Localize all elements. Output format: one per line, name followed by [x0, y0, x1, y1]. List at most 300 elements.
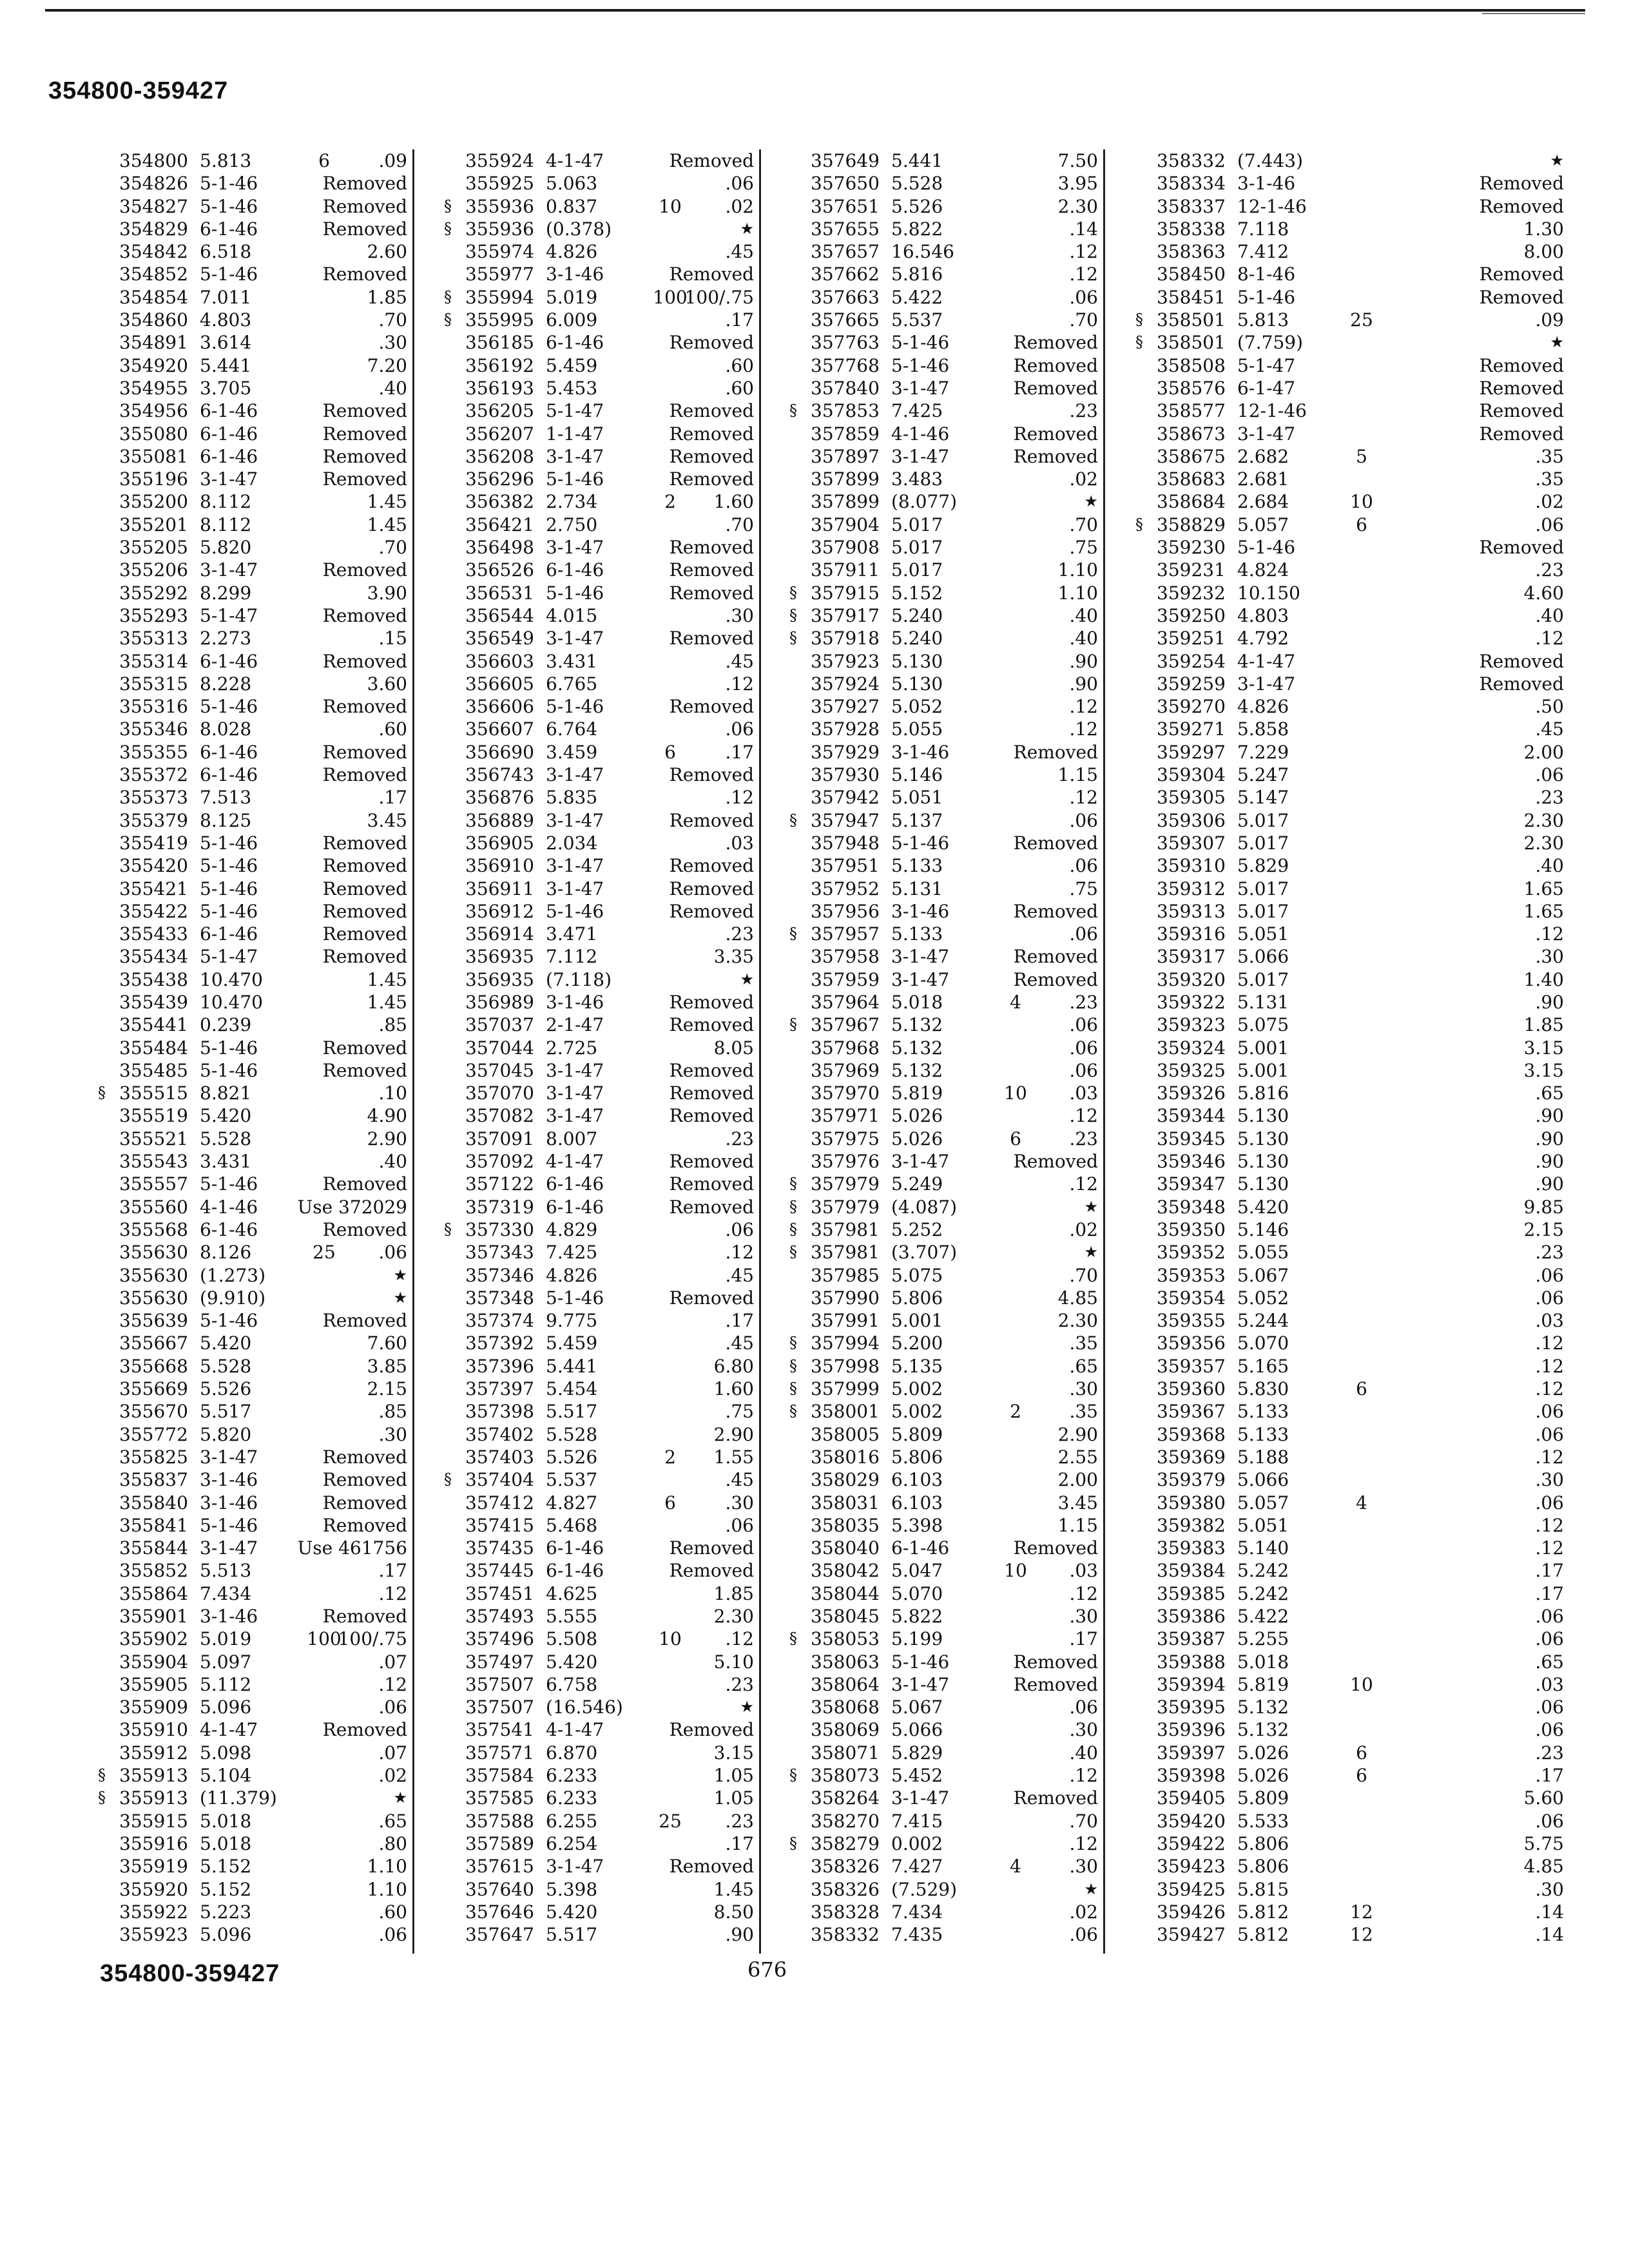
value: 5.096 [200, 1696, 252, 1718]
amount: Removed [1013, 1151, 1098, 1173]
table-row [465, 991, 759, 1014]
patent-number: 355910 [119, 1719, 188, 1741]
table-row [811, 309, 1103, 331]
value: 3-1-47 [546, 764, 604, 786]
amount: .35 [1535, 445, 1564, 467]
table-row [811, 786, 1103, 809]
table-row [1157, 195, 1569, 218]
table-row [1157, 263, 1569, 285]
table-row [1157, 1287, 1569, 1309]
amount: Removed [322, 1218, 407, 1240]
patent-number: 358326 [811, 1856, 880, 1878]
section-mark: § [789, 925, 797, 943]
patent-number: 355484 [119, 1037, 188, 1059]
amount: Removed [322, 1719, 407, 1741]
patent-number: 357904 [811, 514, 880, 535]
value: 2.725 [546, 1037, 598, 1059]
patent-number: 358675 [1157, 445, 1226, 467]
patent-number: 358045 [811, 1606, 880, 1627]
table-row [811, 1696, 1103, 1718]
patent-number: 357412 [465, 1492, 534, 1514]
amount: .90 [1535, 991, 1564, 1013]
value: 5.002 [891, 1378, 943, 1400]
patent-number: 356607 [465, 718, 534, 740]
table-row [119, 741, 412, 764]
table-row [1157, 923, 1569, 945]
patent-number: 357968 [811, 1037, 880, 1059]
value: 5-1-46 [891, 1651, 950, 1673]
amount: 4.90 [367, 1105, 407, 1127]
table-row [789, 809, 1103, 832]
column-divider [1103, 149, 1105, 1954]
value: 5.104 [200, 1765, 252, 1787]
amount: 5.60 [1523, 1787, 1564, 1809]
table-row [1135, 309, 1569, 331]
amount: .06 [1069, 1924, 1098, 1946]
table-row [119, 1810, 412, 1832]
patent-number: 355205 [119, 537, 188, 559]
amount: .14 [1069, 218, 1098, 240]
amount: 1.10 [367, 1856, 407, 1878]
value: 5.130 [1237, 1105, 1289, 1127]
table-row [811, 1059, 1103, 1082]
value: 5.822 [891, 1606, 943, 1627]
table-row [1157, 218, 1569, 240]
table-row [119, 1218, 412, 1241]
patent-number: 357435 [465, 1537, 534, 1559]
table-row [119, 309, 412, 331]
table-row [119, 1014, 412, 1036]
value: 5.816 [891, 264, 943, 285]
amount: .35 [1069, 1401, 1098, 1423]
table-row [465, 764, 759, 786]
amount: .40 [378, 377, 407, 399]
patent-number: 356935 [465, 946, 534, 968]
patent-number: 357929 [811, 741, 880, 763]
amount: .70 [1069, 309, 1098, 331]
section-mark: § [789, 1766, 797, 1785]
table-column-2 [444, 149, 759, 1954]
section-mark: § [1135, 333, 1143, 352]
value: 5-1-46 [200, 696, 258, 718]
patent-number: 357979 [811, 1196, 880, 1218]
table-row [811, 1150, 1103, 1173]
table-row [119, 172, 412, 195]
patent-number: 355196 [119, 468, 188, 490]
amount: Removed [322, 1310, 407, 1332]
patent-number: 358829 [1157, 514, 1226, 535]
value: (3.707) [891, 1242, 958, 1264]
table-row [98, 1787, 412, 1809]
amount: .17 [725, 1832, 754, 1854]
value: 5.017 [1237, 832, 1289, 854]
patent-number: 355924 [465, 150, 534, 171]
amount: .06 [725, 1218, 754, 1240]
amount: .40 [1069, 604, 1098, 626]
table-row [119, 1355, 412, 1378]
value: 6.233 [546, 1765, 598, 1787]
value: 6.009 [546, 309, 598, 331]
amount: Removed [1013, 1673, 1098, 1695]
value: 5-1-46 [200, 900, 258, 922]
section-mark: § [789, 583, 797, 602]
patent-number: 356989 [465, 991, 534, 1013]
amount: .30 [1535, 1878, 1564, 1900]
amount: .06 [1069, 286, 1098, 308]
value: 8.299 [200, 582, 252, 604]
amount: .06 [1069, 1059, 1098, 1081]
amount: Removed [322, 650, 407, 672]
patent-number: 357646 [465, 1901, 534, 1923]
table-row [1157, 968, 1569, 991]
patent-number: 356208 [465, 445, 534, 467]
table-row [119, 582, 412, 604]
patent-number: 355419 [119, 832, 188, 854]
section-mark: § [444, 1220, 452, 1238]
amount: .06 [1069, 1696, 1098, 1718]
patent-number: 357969 [811, 1059, 880, 1081]
table-row [465, 854, 759, 877]
patent-number: 357374 [465, 1310, 534, 1332]
table-row [119, 1582, 412, 1605]
table-row [811, 991, 1103, 1014]
patent-number: 358334 [1157, 173, 1226, 195]
amount: 5.10 [713, 1651, 754, 1673]
table-row [789, 1173, 1103, 1195]
table-row [465, 1446, 759, 1468]
value: 5-1-46 [200, 1310, 258, 1332]
amount: 3.15 [1523, 1037, 1564, 1059]
table-row [1157, 1718, 1569, 1741]
table-row [811, 445, 1103, 468]
value: 3-1-46 [1237, 173, 1296, 195]
amount: 1.65 [1523, 900, 1564, 922]
patent-number: 358501 [1157, 332, 1226, 354]
value: (1.273) [200, 1264, 266, 1286]
value: 4.827 [546, 1492, 598, 1514]
amount: .45 [725, 1469, 754, 1491]
table-row [465, 1514, 759, 1537]
amount: .06 [1535, 1810, 1564, 1832]
table-row [465, 536, 759, 559]
patent-number: 358029 [811, 1469, 880, 1491]
amount: Removed [1479, 195, 1564, 217]
value: 5.019 [546, 286, 598, 308]
patent-number: 355206 [119, 559, 188, 581]
patent-number: 357650 [811, 173, 880, 195]
patent-number: 355840 [119, 1492, 188, 1514]
amount: .70 [725, 514, 754, 535]
table-row [465, 1537, 759, 1559]
value: 8.028 [200, 718, 252, 740]
patent-number: 356606 [465, 696, 534, 718]
amount: .23 [725, 1673, 754, 1695]
patent-number: 355080 [119, 423, 188, 445]
table-row [465, 832, 759, 854]
table-row [465, 1492, 759, 1514]
table-row [465, 1832, 759, 1855]
amount: .35 [1535, 468, 1564, 490]
patent-number: 359305 [1157, 787, 1226, 809]
amount: .45 [1535, 718, 1564, 740]
table-row [465, 1582, 759, 1605]
table-row [811, 1742, 1103, 1764]
table-row [789, 1241, 1103, 1264]
amount: .12 [1069, 241, 1098, 263]
patent-number: 355519 [119, 1105, 188, 1127]
amount: Removed [1013, 900, 1098, 922]
patent-number: 359425 [1157, 1878, 1226, 1900]
amount: Removed [1013, 445, 1098, 467]
patent-number: 355920 [119, 1878, 188, 1900]
amount: .17 [1069, 1628, 1098, 1650]
patent-number: 356192 [465, 354, 534, 376]
amount: .12 [1535, 628, 1564, 649]
table-row [119, 1128, 412, 1150]
value: 5.026 [891, 1105, 943, 1127]
amount: 3.45 [1057, 1492, 1098, 1514]
patent-number: 356193 [465, 377, 534, 399]
amount: .14 [1535, 1901, 1564, 1923]
patent-number: 358035 [811, 1514, 880, 1536]
patent-number: 357924 [811, 673, 880, 695]
table-row [465, 1128, 759, 1150]
amount: .12 [1069, 1582, 1098, 1604]
patent-number: 358073 [811, 1765, 880, 1787]
value: 5.146 [891, 764, 943, 786]
value: 4.803 [200, 309, 252, 331]
table-row [119, 1378, 412, 1400]
amount: .12 [725, 787, 754, 809]
patent-number: 358053 [811, 1628, 880, 1650]
quantity: 25 [659, 1810, 682, 1832]
patent-number: 358063 [811, 1651, 880, 1673]
value: 8.007 [546, 1128, 598, 1149]
value: 5.132 [1237, 1696, 1289, 1718]
patent-number: 359231 [1157, 559, 1226, 581]
amount: 1.45 [367, 491, 407, 513]
table-row [119, 1923, 412, 1946]
value: 1-1-47 [546, 423, 604, 445]
patent-number: 359382 [1157, 1514, 1226, 1536]
value: 5.026 [891, 1128, 943, 1149]
value: 5.420 [1237, 1196, 1289, 1218]
value: 10.150 [1237, 582, 1300, 604]
patent-number: 357045 [465, 1059, 534, 1081]
amount: .07 [378, 1651, 407, 1673]
value: 5.420 [200, 1105, 252, 1127]
table-row [465, 331, 759, 354]
amount: .17 [378, 787, 407, 809]
table-row [811, 878, 1103, 900]
amount: .30 [378, 332, 407, 354]
table-row [465, 1378, 759, 1400]
table-row [1157, 1787, 1569, 1809]
patent-number: 356905 [465, 832, 534, 854]
amount: Removed [669, 1105, 754, 1127]
value: 5.017 [891, 514, 943, 535]
table-row [1157, 1014, 1569, 1036]
value: 5.526 [891, 195, 943, 217]
amount: .06 [1535, 1401, 1564, 1423]
value: 5-1-47 [1237, 354, 1296, 376]
patent-number: 357044 [465, 1037, 534, 1059]
amount: .06 [1069, 1037, 1098, 1059]
value: 6.255 [546, 1810, 598, 1832]
amount: Removed [669, 1059, 754, 1081]
patent-number: 354956 [119, 400, 188, 422]
table-row [98, 1082, 412, 1104]
value: 4.826 [546, 1264, 598, 1286]
table-row [789, 1355, 1103, 1378]
table-row [811, 854, 1103, 877]
patent-number: 358068 [811, 1696, 880, 1718]
table-row [119, 536, 412, 559]
patent-number: 357911 [811, 559, 880, 581]
patent-number: 359324 [1157, 1037, 1226, 1059]
patent-number: 357951 [811, 855, 880, 877]
amount: 1.10 [1057, 582, 1098, 604]
table-row [465, 1287, 759, 1309]
table-row [1157, 1673, 1569, 1696]
amount: Removed [669, 900, 754, 922]
value: 7.435 [891, 1924, 943, 1946]
value: 5.249 [891, 1173, 943, 1195]
value: 5.829 [891, 1742, 943, 1763]
table-row [811, 764, 1103, 786]
section-mark: § [444, 219, 452, 238]
patent-number: 359322 [1157, 991, 1226, 1013]
amount: 3.45 [367, 809, 407, 831]
patent-number: 355977 [465, 264, 534, 285]
amount: Removed [669, 1856, 754, 1878]
patent-number: 359250 [1157, 604, 1226, 626]
table-row [119, 991, 412, 1014]
table-row [119, 354, 412, 377]
patent-number: 355915 [119, 1810, 188, 1832]
patent-number: 359312 [1157, 878, 1226, 899]
amount: Removed [669, 1151, 754, 1173]
table-row [119, 604, 412, 627]
patent-number: 358577 [1157, 400, 1226, 422]
amount: Removed [322, 468, 407, 490]
amount: .85 [378, 1014, 407, 1036]
amount: Removed [322, 741, 407, 763]
amount: Removed [669, 1014, 754, 1036]
value: 5.526 [200, 1378, 252, 1400]
amount: 1.60 [713, 491, 754, 513]
patent-number: 354842 [119, 241, 188, 263]
amount: .65 [1535, 1082, 1564, 1104]
patent-number: 356205 [465, 400, 534, 422]
value: 3.614 [200, 332, 252, 354]
table-row [119, 1605, 412, 1628]
value: 5.815 [1237, 1878, 1289, 1900]
table-row [1157, 1104, 1569, 1127]
table-row [119, 1423, 412, 1446]
patent-number: 355912 [119, 1742, 188, 1763]
patent-number: 358337 [1157, 195, 1226, 217]
value: 2.682 [1237, 445, 1289, 467]
table-row [1157, 423, 1569, 445]
patent-number: 356876 [465, 787, 534, 809]
patent-number: 359355 [1157, 1310, 1226, 1332]
table-row [465, 1673, 759, 1696]
amount: .06 [725, 173, 754, 195]
value: 3-1-47 [200, 1537, 258, 1559]
table-row [1135, 331, 1569, 354]
table-row [811, 1855, 1103, 1878]
table-row [811, 695, 1103, 718]
value: 3-1-47 [546, 1082, 604, 1104]
table-row [119, 1332, 412, 1354]
quantity: 6 [1356, 1765, 1367, 1787]
amount: .35 [1069, 1332, 1098, 1354]
amount: .12 [378, 1673, 407, 1695]
value: 3.459 [546, 741, 598, 763]
table-row [119, 286, 412, 309]
value: 5.513 [200, 1560, 252, 1582]
patent-number: 354829 [119, 218, 188, 240]
value: 3-1-47 [200, 559, 258, 581]
value: 5.812 [1237, 1901, 1289, 1923]
value: (11.379) [200, 1787, 277, 1809]
table-row [1157, 1696, 1569, 1718]
value: 5-1-46 [200, 855, 258, 877]
value: 6.758 [546, 1673, 598, 1695]
table-row [789, 1196, 1103, 1218]
value: 3-1-47 [1237, 673, 1296, 695]
table-row [119, 195, 412, 218]
table-row [465, 900, 759, 923]
amount: Removed [1013, 946, 1098, 968]
value: 5.132 [891, 1014, 943, 1036]
value: 5-1-46 [1237, 537, 1296, 559]
table-row [1157, 582, 1569, 604]
patent-number: 357840 [811, 377, 880, 399]
value: 5.517 [200, 1401, 252, 1423]
amount: Removed [322, 855, 407, 877]
table-row [465, 1014, 759, 1036]
patent-number: 357976 [811, 1151, 880, 1173]
patent-number: 356526 [465, 559, 534, 581]
table-row [789, 1400, 1103, 1423]
patent-number: 355995 [465, 309, 534, 331]
amount: 4.85 [1057, 1287, 1098, 1309]
patent-number: 359427 [1157, 1924, 1226, 1946]
quantity: 25 [1350, 309, 1373, 331]
patent-number: 357859 [811, 423, 880, 445]
amount: 1.15 [1057, 1514, 1098, 1536]
patent-number: 357507 [465, 1696, 534, 1718]
table-row [1157, 1901, 1569, 1923]
table-row [119, 854, 412, 877]
amount: Removed [1013, 968, 1098, 990]
amount: Removed [669, 1173, 754, 1195]
amount: ★ [1550, 333, 1564, 352]
table-row [465, 514, 759, 536]
value: 6-1-46 [546, 332, 604, 354]
table-row [789, 1378, 1103, 1400]
value: 5.017 [1237, 809, 1289, 831]
value: (0.378) [546, 218, 612, 240]
patent-number: 355630 [119, 1264, 188, 1286]
table-row [811, 718, 1103, 740]
quantity: 100 [307, 1628, 342, 1650]
value: 7.434 [200, 1582, 252, 1604]
patent-number: 359297 [1157, 741, 1226, 763]
value: 5.526 [546, 1446, 598, 1468]
